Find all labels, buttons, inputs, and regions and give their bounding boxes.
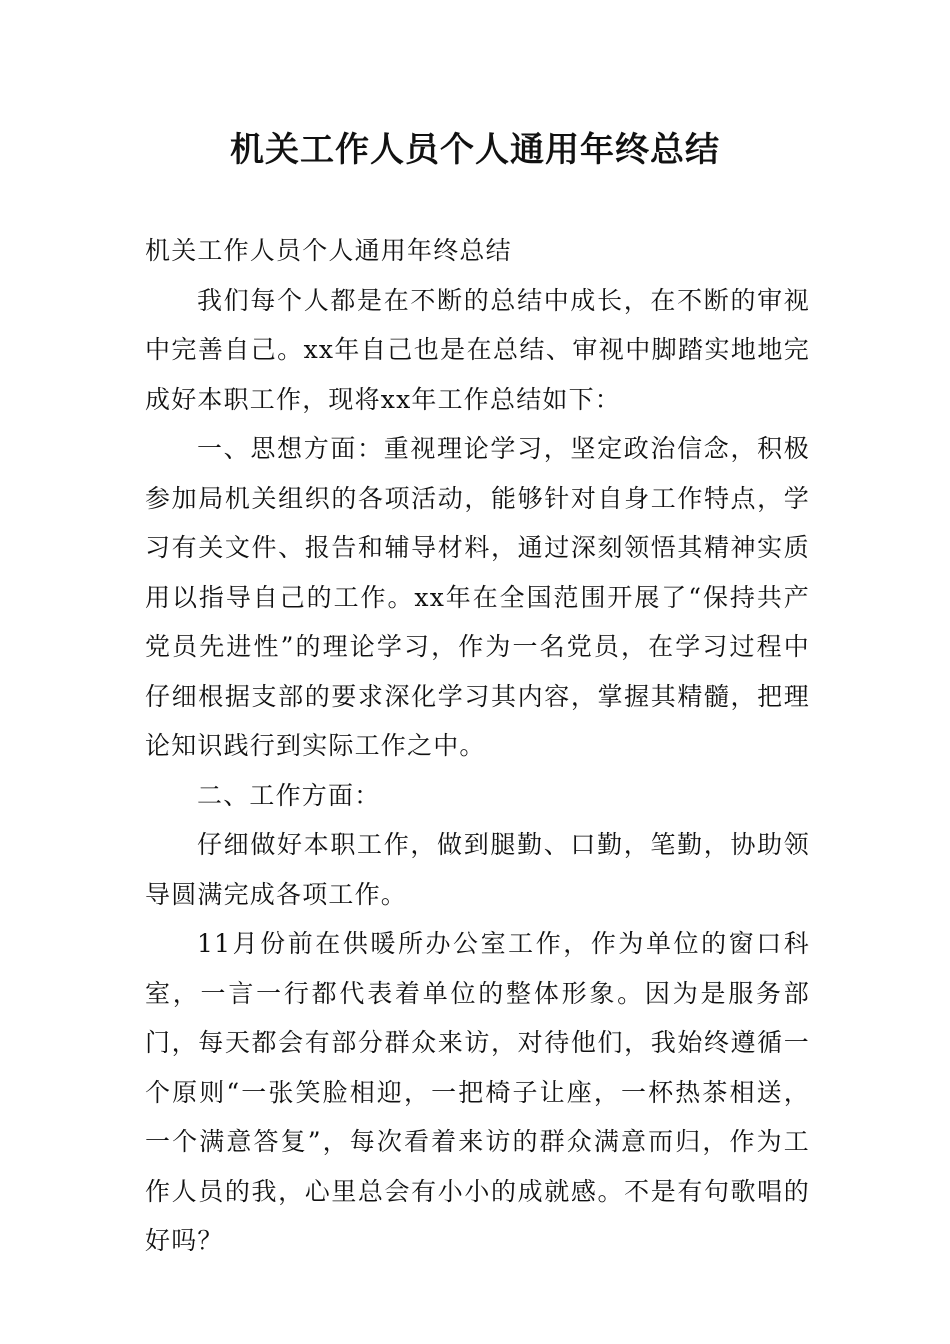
document-body — [145, 226, 810, 1266]
thought-section-paragraph: 一、思想方面：重视理论学习，坚定政治信念，积极参加局机关组织的各项活动，能够针对自身工作特点，学习有关文件、报告和辅导材料，通过深刻领悟其精神实质用以指导自己的工作。xx年在全国范围开展了“保持共产党员先进性”的理论学习，作为一名党员，在学习过程中仔细根据支部的要求深化学习其内容，掌握其精髓，把理论知识践行到实际工作之中。 — [145, 434, 810, 760]
intro-paragraph: 我们每个人都是在不断的总结中成长，在不断的审视中完善自己。xx年自己也是在总结、审视中脚踏实地地完成好本职工作，现将xx年工作总结如下： — [145, 285, 810, 414]
document-title: 机关工作人员个人通用年终总结 — [230, 130, 720, 170]
duty-paragraph: 仔细做好本职工作，做到腿勤、口勤，笔勤，协助领导圆满完成各项工作。 — [145, 830, 810, 909]
heating-office-paragraph: 11月份前在供暖所办公室工作，作为单位的窗口科室，一言一行都代表着单位的整体形象。因为是服务部门，每天都会有部分群众来访，对待他们，我始终遵循一个原则“一张笑脸相迎，一把椅子让座，一杯热茶相送，一个满意答复”，每次看着来访的群众满意而归，作为工作人员的我，心里总会有小小的成就感。不是有句歌唱的好吗？ — [145, 929, 810, 1255]
work-section-heading: 二、工作方面： — [197, 780, 381, 810]
subtitle-paragraph: 机关工作人员个人通用年终总结 — [145, 236, 512, 265]
